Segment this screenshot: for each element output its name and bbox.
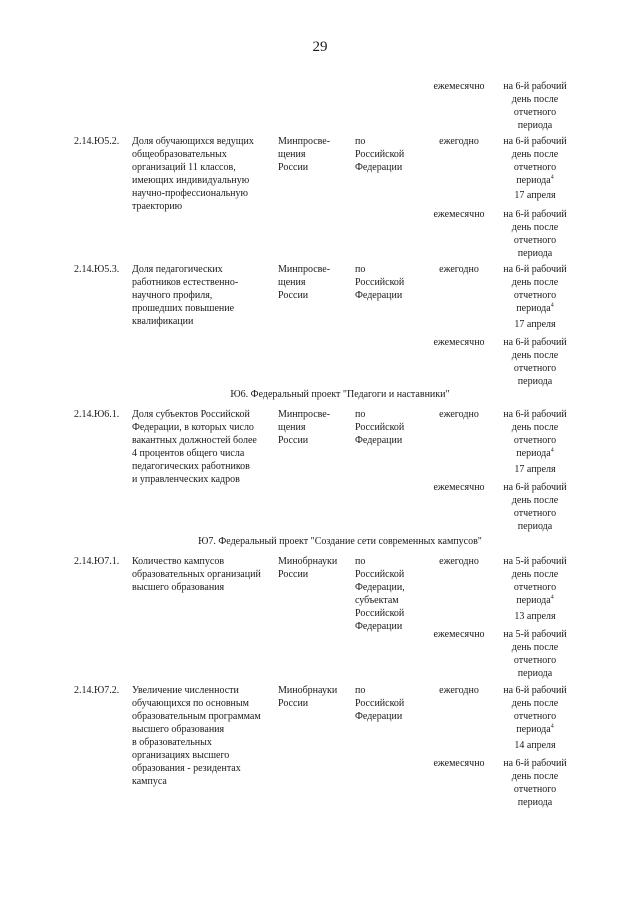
footnote-mark: 4 xyxy=(550,723,554,730)
row-indicator: Количество кампусов образовательных организаций высшего образования xyxy=(132,556,261,593)
row-responsible-org: Минобрнауки России xyxy=(278,685,338,709)
row-monthly-deadline: на 5-й рабочий день после отчетного периода xyxy=(503,629,567,679)
row-level: по Российской Федерации xyxy=(355,136,405,173)
top-monthly-deadline: на 6-й рабочий день после отчетного периода xyxy=(503,81,567,131)
top-monthly-frequency: ежемесячно xyxy=(433,81,485,92)
row-annual-deadline: на 6-й рабочий день после отчетного периода$^4$ xyxy=(503,136,567,186)
row-level: по Российской Федерации xyxy=(355,409,405,446)
row-code: 2.14.Ю6.1. xyxy=(74,409,120,420)
row-monthly-frequency: ежемесячно xyxy=(433,629,485,640)
section-heading: Ю6. Федеральный проект "Педагоги и наставники" xyxy=(230,389,450,400)
row-annual-date: 17 апреля xyxy=(514,464,556,475)
row-indicator: Увеличение численности обучающихся по основным образовательным программам высшего образования в образовательных организациях высшего образования - резидентах кампуса xyxy=(132,685,261,787)
row-level: по Российской Федерации xyxy=(355,264,405,301)
page-number: 29 xyxy=(312,39,328,55)
row-responsible-org: Минпросве- щения России xyxy=(278,264,331,301)
row-indicator: Доля субъектов Российской Федерации, в которых число вакантных должностей более 4 процентов общего числа педагогических работников и управленческих кадров xyxy=(132,409,257,485)
row-code: 2.14.Ю5.3. xyxy=(74,264,120,275)
row-monthly-frequency: ежемесячно xyxy=(433,482,485,493)
row-annual-date: 14 апреля xyxy=(514,740,556,751)
row-monthly-frequency: ежемесячно xyxy=(433,209,485,220)
row-indicator: Доля педагогических работников естественно- научного профиля, прошедших повышение квалификации xyxy=(132,264,239,327)
row-annual-date: 17 апреля xyxy=(514,190,556,201)
footnote-mark: 4 xyxy=(550,174,554,181)
row-annual-deadline: на 6-й рабочий день после отчетного периода$^4$ xyxy=(503,264,567,314)
row-monthly-deadline: на 6-й рабочий день после отчетного периода xyxy=(503,209,567,259)
row-annual-deadline: на 6-й рабочий день после отчетного периода$^4$ xyxy=(503,409,567,459)
row-monthly-frequency: ежемесячно xyxy=(433,337,485,348)
row-responsible-org: Минобрнауки России xyxy=(278,556,338,580)
row-responsible-org: Минпросве- щения России xyxy=(278,136,331,173)
row-code: 2.14.Ю5.2. xyxy=(74,136,120,147)
row-monthly-deadline: на 6-й рабочий день после отчетного периода xyxy=(503,337,567,387)
row-indicator: Доля обучающихся ведущих общеобразовательных организаций 11 классов, имеющих индивидуальную научно-профессиональную траекторию xyxy=(132,136,254,212)
section-heading: Ю7. Федеральный проект "Создание сети современных кампусов" xyxy=(198,536,482,547)
footnote-mark: 4 xyxy=(550,447,554,454)
row-code: 2.14.Ю7.2. xyxy=(74,685,120,696)
row-monthly-deadline: на 6-й рабочий день после отчетного периода xyxy=(503,482,567,532)
row-level: по Российской Федерации xyxy=(355,685,405,722)
row-annual-frequency: ежегодно xyxy=(439,685,479,696)
row-annual-deadline: на 6-й рабочий день после отчетного периода$^4$ xyxy=(503,685,567,735)
row-responsible-org: Минпросве- щения России xyxy=(278,409,331,446)
row-monthly-frequency: ежемесячно xyxy=(433,758,485,769)
row-monthly-deadline: на 6-й рабочий день после отчетного периода xyxy=(503,758,567,808)
row-annual-frequency: ежегодно xyxy=(439,264,479,275)
footnote-mark: 4 xyxy=(550,302,554,309)
footnote-mark: 4 xyxy=(550,594,554,601)
row-annual-frequency: ежегодно xyxy=(439,556,479,567)
row-annual-date: 13 апреля xyxy=(514,611,556,622)
row-level: по Российской Федерации, субъектам Российской Федерации xyxy=(355,556,405,632)
row-annual-deadline: на 5-й рабочий день после отчетного периода$^4$ xyxy=(503,556,567,606)
row-annual-frequency: ежегодно xyxy=(439,409,479,420)
row-annual-frequency: ежегодно xyxy=(439,136,479,147)
row-code: 2.14.Ю7.1. xyxy=(74,556,120,567)
row-annual-date: 17 апреля xyxy=(514,319,556,330)
